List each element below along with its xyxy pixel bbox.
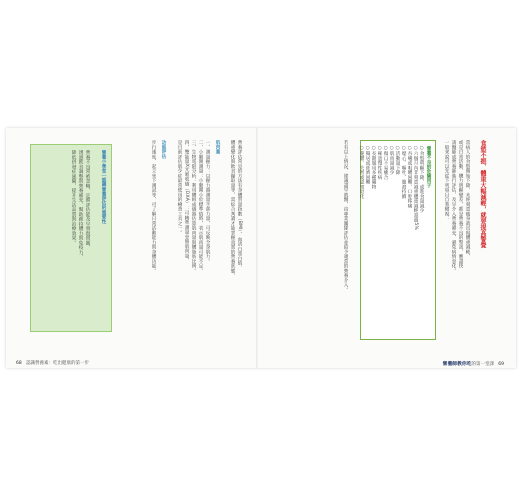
footer-brand: 營養師教你吃 [442, 362, 472, 367]
section-heading-function: 功能評估 [161, 140, 166, 159]
chapter-title: 食慾不振、體重大幅減輕，就要提高警覺 [479, 140, 486, 248]
list-item: ○活動量下降 [395, 146, 401, 175]
list-item: ○食慾明顯下降，或進食量減少 [419, 146, 425, 213]
outro-text: 若有以上情況，建議盡早就醫，由專業團隊評估並給予適當的營養介入。 [343, 140, 349, 292]
tip-title: 營養小學堂｜認識營養評估的重要性 [101, 150, 106, 224]
list-item: ○噁心、嘔吐、腹瀉持續 [401, 146, 407, 199]
list-item: ○六個月內非刻意減重體重減輕超過5% [413, 146, 419, 230]
list-item: ○罹患慢性疾病 [377, 146, 383, 180]
checklist-title: 營養不良的危險因子 [426, 146, 431, 188]
footer-title: 認識營養素：吃出健康的第一步 [26, 361, 90, 366]
list-item: ○憂鬱、失智或認知退化 [359, 146, 365, 199]
list-item: ○獨居或經濟困難 [365, 146, 371, 185]
list-item: ○吞嚥或咀嚼困難、口腔疼痛 [407, 146, 413, 209]
list-item: ○肌肉量減少 [389, 146, 395, 175]
section-heading-muscle: 肌肉量 [215, 140, 220, 154]
page-number-right: 69 [498, 362, 504, 367]
list-item: ○長期服用多種藥物 [371, 146, 377, 190]
footer-right [443, 360, 504, 367]
footer-suffix: 的第一堂課 [471, 362, 494, 367]
left-section-3: 步行速度、起立坐下測試等，可了解日常活動能力與身體功能。 [151, 140, 157, 273]
book-gutter [256, 128, 258, 368]
page-number-left: 68 [16, 361, 22, 366]
footer-left [16, 360, 89, 366]
list-item: ○傷口不易癒合 [383, 146, 389, 180]
